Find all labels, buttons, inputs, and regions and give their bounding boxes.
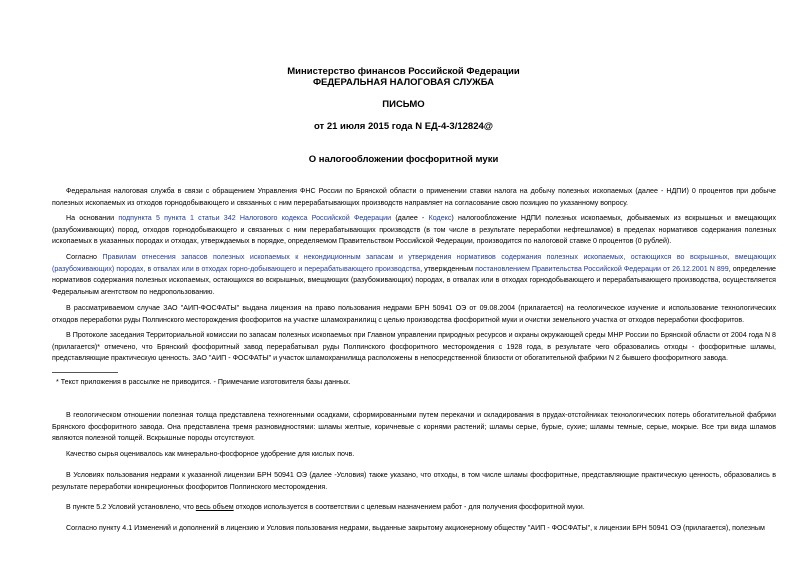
paragraph-10: Согласно пункту 4.1 Изменений и дополнений в лицензию и Условия пользования недрами, выданные закрытому акционерному обществу "АИП - ФОСФАТЫ", к лицензии БРН 50941 ОЭ (прилагается), полезным [66, 524, 765, 532]
underlined-phrase: весь объем [195, 503, 234, 511]
paragraph-4: В рассматриваемом случае ЗАО "АИП-ФОСФАТЫ" выдана лицензия на право пользования недрами БРН 50941 ОЭ от 09.08.2004 (прилагается) на геологическое изучение и использование технологических отходов переработки руды Полпинского месторождения фосфоритов на участке шламохранилищ с целью производства фосфоритной муки и очистки земельного участка от отходов переработки фосфоритов. [52, 304, 776, 324]
paragraph-3: Согласно Правилам отнесения запасов полезных ископаемых к некондиционным запасам и утверждения нормативов содержания полезных ископаемых, остающихся во вскрышных, вмещающих (разубоживающих) породах, в отвалах или в отходах горно-добывающего и перерабатывающего производства, утвержденным постановлением Правительства Российской Федерации от 26.12.2001 N 899, определение нормативов содержания полезных ископаемых, остающихся во вскрышных, вмещающих (разубоживающих) породах, в отвалах или в отходах горнодобывающего и перерабатывающего производства, осуществляется Федеральным агентством по недропользованию. [52, 253, 776, 296]
paragraph-8: В Условиях пользования недрами к указанной лицензии БРН 50941 ОЭ (далее -Условия) также указано, что отходы, в том числе шламы фосфоритные, представляющие практическую ценность, образовались в результате переработки конкреционных фосфоритов Полпинского месторождения. [52, 471, 776, 491]
footnote-divider [52, 372, 118, 373]
government-decree-link[interactable]: постановлением Правительства Российской Федерации от 26.12.2001 N 899 [475, 264, 729, 273]
paragraph-7: Качество сырья оценивалось как минерально-фосфорное удобрение для кислых почв. [66, 450, 355, 458]
document-type: ПИСЬМО [382, 99, 425, 110]
paragraph-9: В пункте 5.2 Условий установлено, что весь объем отходов используется в соответствии с целевым назначением работ - для получения фосфоритной муки. [66, 503, 585, 511]
service-heading: ФЕДЕРАЛЬНАЯ НАЛОГОВАЯ СЛУЖБА [312, 77, 495, 88]
paragraph-2: На основании подпункта 5 пункта 1 статьи 342 Налогового кодекса Российской Федерации (далее - Кодекс) налогообложение НДПИ полезных ископаемых, добываемых из вскрышных и вмещающих (разубоживающих) пород, отходов горнодобывающего и связанных с ним перерабатывающих производств (в том числе в результате переработки нефтешламов) в пределах нормативов содержания полезных ископаемых в указанных породах и отходах, утверждаемых в порядке, определяемом Правительством Российской Федерации, производится по налоговой ставке 0 процентов (0 рублей). [52, 214, 777, 246]
paragraph-6: В геологическом отношении полезная толща представлена техногенными осадками, сформированными путем перекачки и складирования в прудах-отстойниках технологических потерь обогатительной фабрики Брянского фосфоритного завода. Она представлена тремя разновидностями: шламы желтые, коричневые с корнями растений; шламы серые, бурые, сухие; шламы темные, серые, мокрые. Все три вида шламов являются полезной толщей. Вскрышные породы отсутствуют. [52, 411, 776, 443]
footnote: * Текст приложения в рассылке не приводится. - Примечание изготовителя базы данных. [56, 378, 351, 386]
code-link[interactable]: Кодекс [428, 214, 452, 222]
paragraph-5: В Протоколе заседания Территориальной комиссии по запасам полезных ископаемых при Главном управлении природных ресурсов и охраны окружающей среды МНР России по Брянской области от 2004 года N 8 (прилагается)* отмечено, что Брянский фосфоритный завод перерабатывал руды Полпинского фосфоритного месторождения с 1928 года, в результате чего образовались отходы - фосфоритные шламы, представляющие практическую ценность. ЗАО "АИП - ФОСФАТЫ" и участок шламохранилища расположены в непосредственной близости от обогатительной фабрики N 2 бывшего фосфоритного завода. [52, 331, 776, 363]
rules-link[interactable]: Правилам отнесения запасов полезных ископаемых к некондиционным запасам и утверждения нормативов содержания полезных ископаемых, остающихся во вскрышных, вмещающих (разубоживающих) породах, в отвалах или в отходах горно-добывающего и перерабатывающего производства [52, 253, 776, 273]
document-subject: О налогообложении фосфоритной муки [308, 154, 499, 165]
paragraph-1: Федеральная налоговая служба в связи с обращением Управления ФНС России по Брянской области о применении ставки налога на добычу полезных ископаемых (далее - НДПИ) 0 процентов при добыче полезных ископаемых из отходов горнодобывающего и связанных с ним перерабатывающих производств направляет на согласование свою позицию по указанному вопросу. [52, 187, 776, 207]
ministry-heading: Министерство финансов Российской Федерации [287, 66, 520, 77]
tax-code-link[interactable]: подпункта 5 пункта 1 статьи 342 Налогового кодекса Российской Федерации [118, 214, 392, 222]
document-number: от 21 июля 2015 года N ЕД-4-3/12824@ [313, 121, 494, 132]
